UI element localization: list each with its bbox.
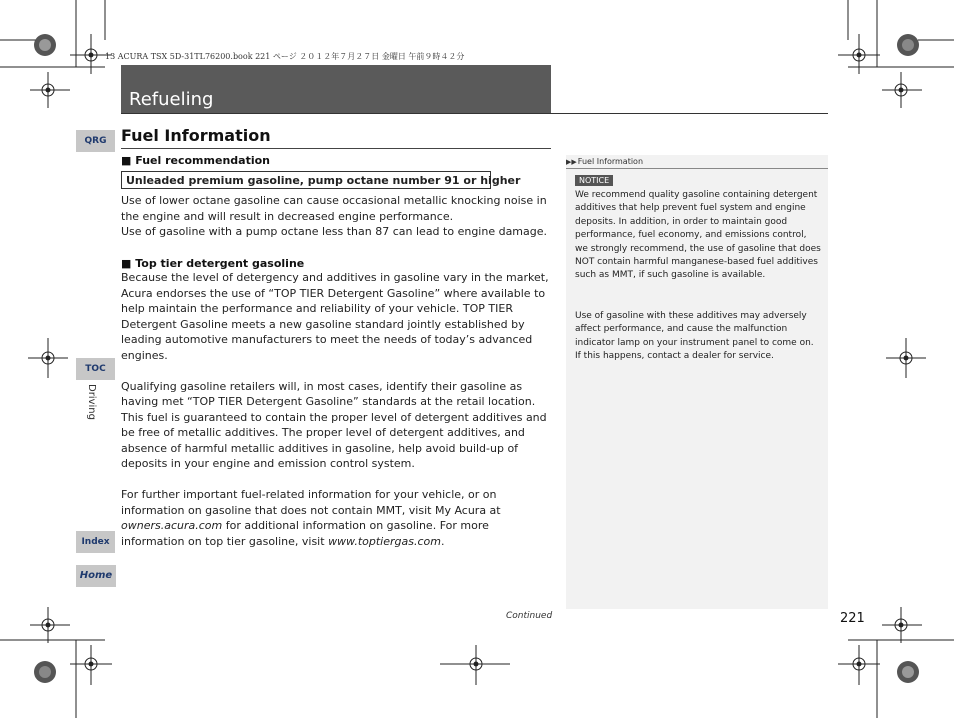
qrg-tab[interactable]: QRG <box>76 130 115 152</box>
fuel-recommendation-heading <box>121 154 270 167</box>
owners-acura-link[interactable]: owners.acura.com <box>121 519 223 532</box>
paragraph: Use of lower octane gasoline can cause occasional metallic knocking noise in the engine and will result in decreased engine performance. <box>121 194 547 223</box>
print-header: 13 ACURA TSX 5D-31TL76200.book 221 ページ ２０１２年７月２７日 金曜日 午前９時４２分 <box>105 52 465 61</box>
square-bullet-icon: ■ <box>121 257 136 270</box>
fuel-recommendation-body <box>121 193 553 240</box>
side-note-heading <box>566 155 828 169</box>
continued-label: Continued <box>506 611 553 621</box>
title-rule <box>121 113 828 114</box>
top-tier-body <box>121 270 553 549</box>
fuel-requirement-box: Unleaded premium gasoline, pump octane number 91 or higher <box>121 171 491 189</box>
index-tab[interactable]: Index <box>76 531 115 553</box>
paragraph: Use of gasoline with a pump octane less than 87 can lead to engine damage. <box>121 225 548 238</box>
side-note-para2: Use of gasoline with these additives may adversely affect performance, and cause the malfunction indicator lamp on your instrument panel to come on. If this happens, contact a dealer for service. <box>575 311 814 362</box>
side-note-para1: We recommend quality gasoline containing detergent additives that help prevent fuel system and engine deposits. In addition, in order to maintain good performance, fuel economy, and emissions control, we strongly recommend, the use of gasoline that does NOT contain harmful manganese-based fuel additives such as MMT, if such gasoline is available. <box>575 190 821 281</box>
toptiergas-link[interactable]: www.toptiergas.com <box>328 534 441 548</box>
side-note-heading-text: Fuel Information <box>577 157 644 166</box>
toc-tab[interactable]: TOC <box>76 358 115 380</box>
paragraph: Because the level of detergency and additives in gasoline vary in the market, Acura endorses the use of “TOP TIER Detergent Gasoline” where available to help maintain the performance and reliability of your vehicle. TOP TIER Detergent Gasoline meets a new gasoline standard jointly established by leading automotive manufacturers to meet the needs of today’s advanced engines. <box>121 271 549 362</box>
chapter-title: Refueling <box>129 89 214 110</box>
top-tier-heading-text: Top tier detergent gasoline <box>135 257 305 270</box>
paragraph: Qualifying gasoline retailers will, in most cases, identify their gasoline as having met “TOP TIER Detergent Gasoline” standards at the retail location. This fuel is guaranteed to contain the proper level of detergent additives and be free of metallic additives. The proper level of detergent additives, and absence of harmful metallic additives in gasoline, help avoid build-up of deposits in your engine and emission control system. <box>121 379 547 470</box>
notice-badge: NOTICE <box>575 175 613 186</box>
fuel-recommendation-heading-text: Fuel recommendation <box>135 154 270 167</box>
double-chevron-icon: ▶▶ <box>566 158 577 166</box>
paragraph: For further important fuel-related information for your vehicle, or on information on gasoline that does not contain MMT, visit My Acura at owners.acura.com for additional information on gasoline. For more information on top tier gasoline, visit www.toptiergas.com. <box>121 488 501 548</box>
section-rule <box>121 148 551 149</box>
square-bullet-icon: ■ <box>121 154 136 167</box>
page-number: 221 <box>840 611 865 626</box>
chapter-title-bar <box>121 65 551 113</box>
home-tab[interactable]: Home <box>76 565 116 587</box>
top-tier-heading <box>121 257 304 270</box>
chapter-side-label: Driving <box>86 384 97 420</box>
section-title: Fuel Information <box>121 126 271 145</box>
